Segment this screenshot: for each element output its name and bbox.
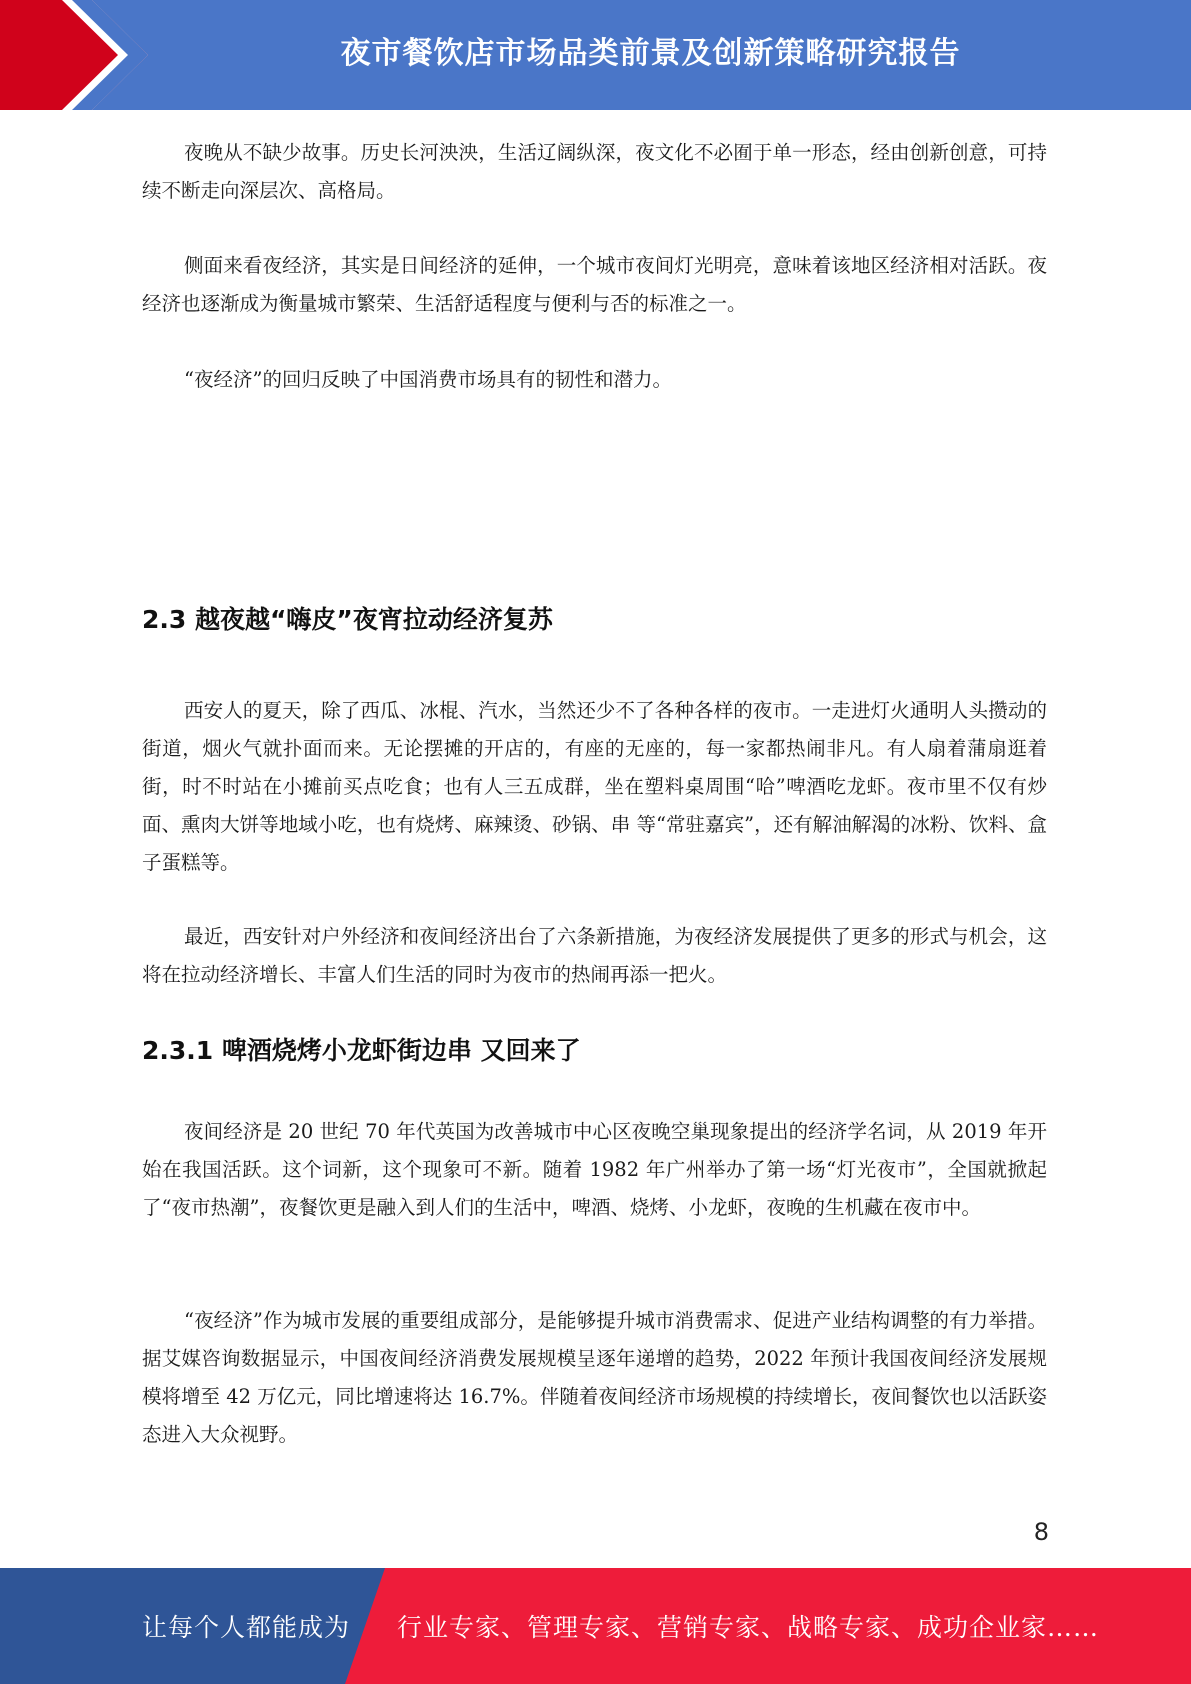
section-heading-2-3-1: 2.3.1 啤酒烧烤小龙虾街边串 又回来了: [142, 1036, 581, 1065]
footer-slogan-right: 行业专家、管理专家、营销专家、战略专家、成功企业家……: [397, 1613, 1100, 1642]
page-header: [0, 0, 1191, 110]
footer-slogan-left: 让每个人都能成为: [142, 1613, 351, 1642]
paragraph-2-3-1: 西安人的夏天，除了西瓜、冰棍、汽水，当然还少不了各种各样的夜市。一走进灯火通明人头攒动的街道，烟火气就扑面而来。无论摆摊的开店的，有座的无座的，每一家都热闹非凡。有人扇着蒲扇逛着街，时不时站在小摊前买点吃食；也有人三五成群，坐在塑料桌周围“哈”啤酒吃龙虾。夜市里不仅有炒面、熏肉大饼等地域小吃，也有烧烤、麻辣烫、砂锅、串 等“常驻嘉宾”，还有解油解渴的冰粉、饮料、盒子蛋糕等。: [142, 699, 1047, 874]
paragraph-2-3-2: 最近，西安针对户外经济和夜间经济出台了六条新措施，为夜经济发展提供了更多的形式与机会，这将在拉动经济增长、丰富人们生活的同时为夜市的热闹再添一把火。: [142, 925, 1047, 986]
page-number: 8: [1033, 1518, 1049, 1546]
paragraph-intro-3: “夜经济”的回归反映了中国消费市场具有的韧性和潜力。: [184, 368, 672, 391]
paragraph-2-3-1-2: “夜经济”作为城市发展的重要组成部分，是能够提升城市消费需求、促进产业结构调整的有力举措。据艾媒咨询数据显示，中国夜间经济消费发展规模呈逐年递增的趋势，2022 年预计我国夜间经济发展规模将增至 42 万亿元，同比增速将达 16.7%。伴随着夜间经济市场规模的持续增长，夜间餐饮也以活跃姿态进入大众视野。: [142, 1309, 1047, 1446]
header-chevron-decoration: [0, 0, 160, 110]
page-footer: [0, 1568, 1191, 1684]
section-heading-2-3: 2.3 越夜越“嗨皮”夜宵拉动经济复苏: [142, 605, 553, 634]
paragraph-intro-1: 夜晚从不缺少故事。历史长河泱泱，生活辽阔纵深，夜文化不必囿于单一形态，经由创新创意，可持续不断走向深层次、高格局。: [142, 141, 1047, 202]
report-title: 夜市餐饮店市场品类前景及创新策略研究报告: [340, 36, 961, 71]
paragraph-intro-2: 侧面来看夜经济，其实是日间经济的延伸，一个城市夜间灯光明亮，意味着该地区经济相对活跃。夜经济也逐渐成为衡量城市繁荣、生活舒适程度与便利与否的标准之一。: [142, 254, 1047, 315]
paragraph-2-3-1-1: 夜间经济是 20 世纪 70 年代英国为改善城市中心区夜晚空巢现象提出的经济学名词，从 2019 年开始在我国活跃。这个词新，这个现象可不新。随着 1982 年广州举办了第一场“灯光夜市”，全国就掀起了“夜市热潮”，夜餐饮更是融入到人们的生活中，啤酒、烧烤、小龙虾，夜晚的生机藏在夜市中。: [142, 1120, 1047, 1219]
